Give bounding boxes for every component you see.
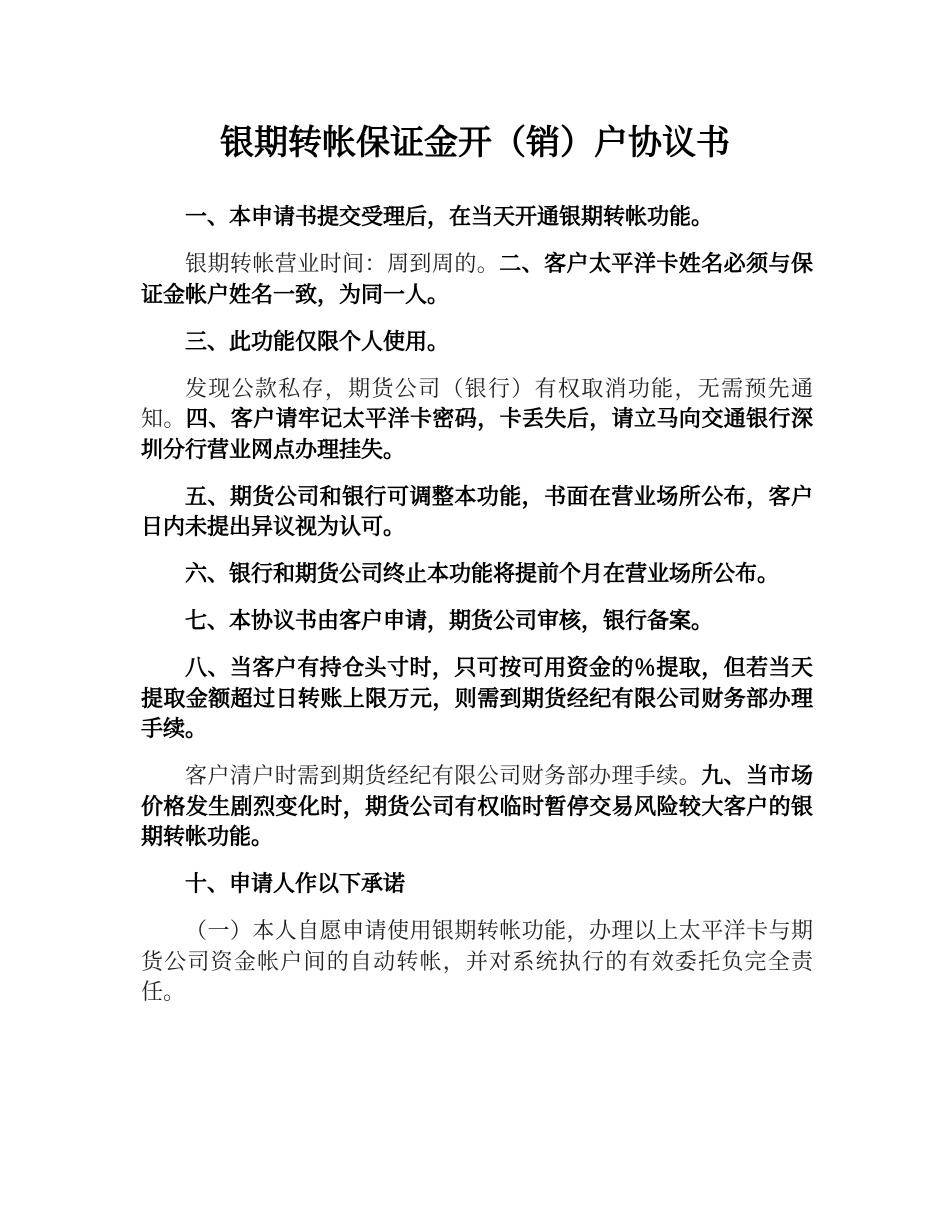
- bold-text: 一、本申请书提交受理后，在当天开通银期转帐功能。: [185, 205, 714, 230]
- text: （一）本人自愿申请使用银期转帐功能，办理以上太平洋卡与期货公司资金帐户间的自动转帐，并对系统执行的有效委托负完全责任。: [141, 919, 813, 1005]
- text: 发现公款私存，期货公司（银行）有权取消功能，无需预先通知。: [141, 376, 813, 432]
- document-body: [141, 203, 813, 1025]
- bold-text: 六、银行和期货公司终止本功能将提前个月在营业场所公布。: [185, 562, 780, 587]
- text: 客户清户时需到期货经纪有限公司财务部办理手续。: [185, 764, 702, 789]
- paragraph: [141, 607, 813, 638]
- paragraph: [141, 762, 813, 854]
- bold-text: 四、客户请牢记太平洋卡密码，卡丢失后，请立马向交通银行深圳分行营业网点办理挂失。: [141, 407, 813, 463]
- paragraph: [141, 375, 813, 467]
- bold-text: 九、当市场价格发生剧烈变化时，期货公司有权临时暂停交易风险较大客户的银期转帐功能。: [141, 764, 813, 850]
- document-title: 银期转帐保证金开（销）户协议书: [220, 123, 730, 163]
- bold-text: 十、申请人作以下承诺: [185, 872, 406, 897]
- bold-text: 五、期货公司和银行可调整本功能，书面在营业场所公布，客户日内未提出异议视为认可。: [141, 484, 813, 540]
- paragraph: [141, 328, 813, 359]
- bold-text: 八、当客户有持仓头寸时，只可按可用资金的％提取，但若当天提取金额超过日转账上限万元，则需到期货经纪有限公司财务部办理手续。: [141, 656, 813, 742]
- bold-text: 二、客户太平洋卡姓名必须与保证金帐户姓名一致，为同一人。: [141, 252, 813, 308]
- paragraph: [141, 560, 813, 591]
- bold-text: 七、本协议书由客户申请，期货公司审核，银行备案。: [185, 609, 714, 634]
- paragraph: [141, 917, 813, 1009]
- paragraph: [141, 654, 813, 746]
- text: 银期转帐营业时间：周到周的。: [185, 252, 500, 277]
- paragraph: [141, 870, 813, 901]
- paragraph: [141, 250, 813, 311]
- bold-text: 三、此功能仅限个人使用。: [185, 329, 450, 355]
- paragraph: [141, 203, 813, 234]
- paragraph: [141, 483, 813, 544]
